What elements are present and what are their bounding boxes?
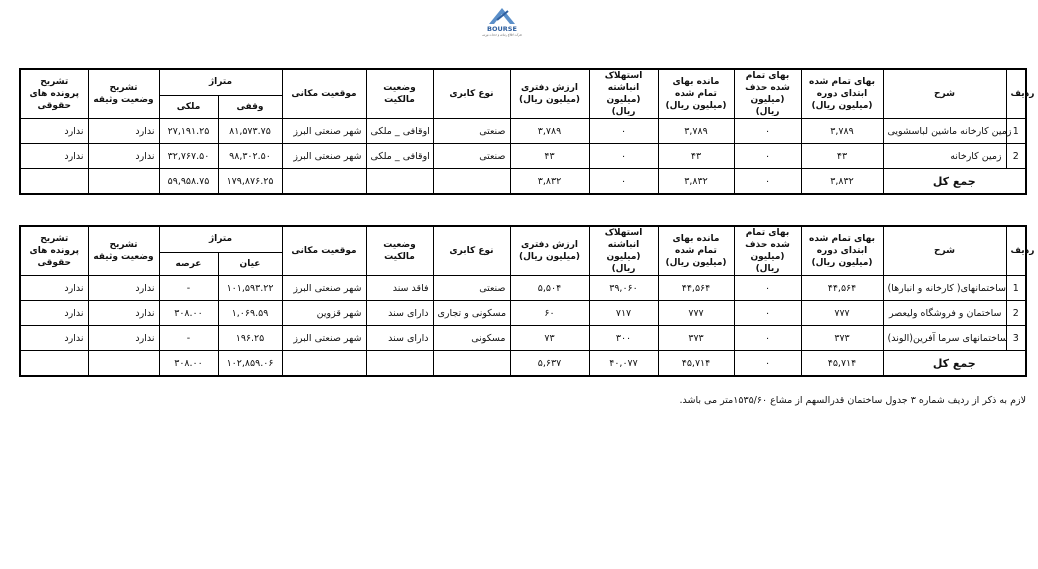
cell-arzesh: ۳,۷۸۹: [510, 119, 589, 144]
cell-baha-hazf: ۰: [734, 301, 801, 326]
table-row: [20, 144, 1026, 169]
cell-sub-b: -: [159, 326, 218, 351]
cell-mandeh: ۴۴,۵۶۴: [658, 276, 734, 301]
land-table: [19, 68, 1035, 195]
cell-baha-hazf: ۰: [734, 144, 801, 169]
col-vasighe-header: تشریح وضعیت وثیقه: [88, 226, 159, 276]
cell-baha-ebteda: ۳,۷۸۹: [801, 119, 883, 144]
cell-baha-hazf: ۰: [734, 276, 801, 301]
col-mogheiat-header: موقعیت مکانی: [282, 226, 366, 276]
cell-radif: 1: [1006, 119, 1026, 144]
cell-vasighe: ندارد: [88, 144, 159, 169]
cell-arzesh: ۵,۵۰۴: [510, 276, 589, 301]
col-sharh-header: شرح: [883, 226, 1006, 276]
cell-sub-a: ۱۰۱,۵۹۳.۲۲: [218, 276, 282, 301]
cell-parvandeh: ندارد: [20, 326, 88, 351]
col-sharh-header: شرح: [883, 69, 1006, 119]
cell-sub-a: ۸۱,۵۷۳.۷۵: [218, 119, 282, 144]
cell-estehlak: ۳۰۰: [589, 326, 658, 351]
col-estehlak-header: استهلاک انباشته (میلیون ریال): [589, 226, 658, 276]
total-arzesh: ۵,۶۳۷: [510, 351, 589, 377]
col-sub-b-header: ملکی: [159, 95, 218, 118]
cell-baha-ebteda: ۳۷۳: [801, 326, 883, 351]
cell-noe: صنعتی: [433, 276, 510, 301]
col-baha-ebteda-header: بهای تمام شده ابتدای دوره (میلیون ریال): [801, 226, 883, 276]
total-label: جمع کل: [883, 169, 1026, 195]
cell-vasighe: ندارد: [88, 301, 159, 326]
col-estehlak-header: استهلاک انباشته (میلیون ریال): [589, 69, 658, 119]
total-row: [20, 169, 1026, 195]
cell-vaziat-malekiat: دارای سند: [366, 301, 433, 326]
cell-arzesh: ۴۳: [510, 144, 589, 169]
cell-vaziat-malekiat: فاقد سند: [366, 276, 433, 301]
cell-vasighe: ندارد: [88, 326, 159, 351]
cell-estehlak: ۰: [589, 119, 658, 144]
cell-noe: صنعتی: [433, 119, 510, 144]
bourse-logo: [477, 6, 527, 36]
cell-sharh: ساختمان و فروشگاه ولیعصر: [883, 301, 1006, 326]
cell-estehlak: ۰: [589, 144, 658, 169]
col-sub-a-header: عیان: [218, 252, 282, 275]
col-vasighe-header: تشریح وضعیت وثیقه: [88, 69, 159, 119]
table-row: [20, 326, 1026, 351]
total-baha-hazf: ۰: [734, 169, 801, 195]
total-mandeh: ۳,۸۳۲: [658, 169, 734, 195]
cell-radif: 2: [1006, 144, 1026, 169]
cell-sharh: زمین کارخانه: [883, 144, 1006, 169]
col-mandeh-header: مانده بهای تمام شده (میلیون ریال): [658, 226, 734, 276]
cell-noe: مسکونی و تجاری: [433, 301, 510, 326]
cell-mogheiat: شهر صنعتی البرز: [282, 326, 366, 351]
total-baha-ebteda: ۴۵,۷۱۴: [801, 351, 883, 377]
cell-estehlak: ۳۹,۰۶۰: [589, 276, 658, 301]
total-estehlak: ۰: [589, 169, 658, 195]
col-baha-ebteda-header: بهای تمام شده ابتدای دوره (میلیون ریال): [801, 69, 883, 119]
total-row: [20, 351, 1026, 377]
cell-vaziat-malekiat: اوقافی _ ملکی: [366, 144, 433, 169]
cell-parvandeh: ندارد: [20, 144, 88, 169]
cell-noe: صنعتی: [433, 144, 510, 169]
cell-mandeh: ۷۷۷: [658, 301, 734, 326]
total-baha-hazf: ۰: [734, 351, 801, 377]
cell-radif: 3: [1006, 326, 1026, 351]
cell-mogheiat: شهر صنعتی البرز: [282, 276, 366, 301]
col-metraj-header: متراژ: [159, 226, 282, 252]
logo-text: BOURSE: [487, 25, 517, 33]
col-vaziat-malekiat-header: وضعیت مالکیت: [366, 69, 433, 119]
cell-vaziat-malekiat: دارای سند: [366, 326, 433, 351]
total-sub-a: ۱۷۹,۸۷۶.۲۵: [218, 169, 282, 195]
total-sub-a: ۱۰۲,۸۵۹.۰۶: [218, 351, 282, 377]
buildings-table: [19, 225, 1035, 377]
col-mogheiat-header: موقعیت مکانی: [282, 69, 366, 119]
logo-subtext: شرکت اطلاع رسانی و خدمات بورس: [482, 33, 522, 37]
cell-parvandeh: ندارد: [20, 301, 88, 326]
col-radif-header: ردیف: [1006, 226, 1026, 276]
col-arzesh-header: ارزش دفتری (میلیون ریال): [510, 226, 589, 276]
col-sub-b-header: عرصه: [159, 252, 218, 275]
cell-baha-hazf: ۰: [734, 119, 801, 144]
table-row: [20, 276, 1026, 301]
cell-sub-b: ۳۲,۷۶۷.۵۰: [159, 144, 218, 169]
total-mandeh: ۴۵,۷۱۴: [658, 351, 734, 377]
cell-parvandeh: ندارد: [20, 119, 88, 144]
cell-baha-ebteda: ۷۷۷: [801, 301, 883, 326]
col-arzesh-header: ارزش دفتری (میلیون ریال): [510, 69, 589, 119]
col-baha-hazf-header: بهای تمام شده حذف (میلیون ریال): [734, 69, 801, 119]
col-vaziat-malekiat-header: وضعیت مالکیت: [366, 226, 433, 276]
cell-mogheiat: شهر صنعتی البرز: [282, 119, 366, 144]
cell-mogheiat: شهر قزوین: [282, 301, 366, 326]
col-sub-a-header: وقفی: [218, 95, 282, 118]
cell-sub-b: ۲۷,۱۹۱.۲۵: [159, 119, 218, 144]
col-parvandeh-header: تشریح پرونده های حقوقی: [20, 226, 88, 276]
cell-radif: 1: [1006, 276, 1026, 301]
cell-sub-a: ۱۹۶.۲۵: [218, 326, 282, 351]
total-estehlak: ۴۰,۰۷۷: [589, 351, 658, 377]
col-baha-hazf-header: بهای تمام شده حذف (میلیون ریال): [734, 226, 801, 276]
total-arzesh: ۳,۸۳۲: [510, 169, 589, 195]
cell-sub-b: -: [159, 276, 218, 301]
cell-radif: 2: [1006, 301, 1026, 326]
cell-baha-ebteda: ۴۴,۵۶۴: [801, 276, 883, 301]
cell-parvandeh: ندارد: [20, 276, 88, 301]
cell-sub-b: ۳۰۸.۰۰: [159, 301, 218, 326]
cell-sharh: ساختمانهای( کارخانه و انبارها): [883, 276, 1006, 301]
col-mandeh-header: مانده بهای تمام شده (میلیون ریال): [658, 69, 734, 119]
cell-sub-a: ۹۸,۳۰۲.۵۰: [218, 144, 282, 169]
cell-vasighe: ندارد: [88, 119, 159, 144]
col-noe-header: نوع کابری: [433, 69, 510, 119]
footnote: لازم به ذکر از ردیف شماره ۳ جدول ساختمان قدرالسهم از مشاع ۱۵۳۵/۶۰متر می باشد.: [679, 395, 1026, 406]
cell-vaziat-malekiat: اوقافی _ ملکی: [366, 119, 433, 144]
table-row: [20, 119, 1026, 144]
cell-mandeh: ۴۳: [658, 144, 734, 169]
total-sub-b: ۵۹,۹۵۸.۷۵: [159, 169, 218, 195]
cell-sub-a: ۱,۰۶۹.۵۹: [218, 301, 282, 326]
cell-arzesh: ۷۳: [510, 326, 589, 351]
cell-baha-hazf: ۰: [734, 326, 801, 351]
col-parvandeh-header: تشریح پرونده های حقوقی: [20, 69, 88, 119]
cell-mogheiat: شهر صنعتی البرز: [282, 144, 366, 169]
cell-sharh: ساختمانهای سرما آفرین(الوند): [883, 326, 1006, 351]
total-label: جمع کل: [883, 351, 1026, 377]
cell-mandeh: ۳۷۳: [658, 326, 734, 351]
cell-mandeh: ۳,۷۸۹: [658, 119, 734, 144]
cell-estehlak: ۷۱۷: [589, 301, 658, 326]
col-noe-header: نوع کابری: [433, 226, 510, 276]
cell-vasighe: ندارد: [88, 276, 159, 301]
col-radif-header: ردیف: [1006, 69, 1026, 119]
cell-baha-ebteda: ۴۳: [801, 144, 883, 169]
total-baha-ebteda: ۳,۸۳۲: [801, 169, 883, 195]
table-row: [20, 301, 1026, 326]
cell-arzesh: ۶۰: [510, 301, 589, 326]
col-metraj-header: متراژ: [159, 69, 282, 95]
total-sub-b: ۳۰۸.۰۰: [159, 351, 218, 377]
cell-noe: مسکونی: [433, 326, 510, 351]
cell-sharh: زمین کارخانه ماشین لباسشویی: [883, 119, 1006, 144]
